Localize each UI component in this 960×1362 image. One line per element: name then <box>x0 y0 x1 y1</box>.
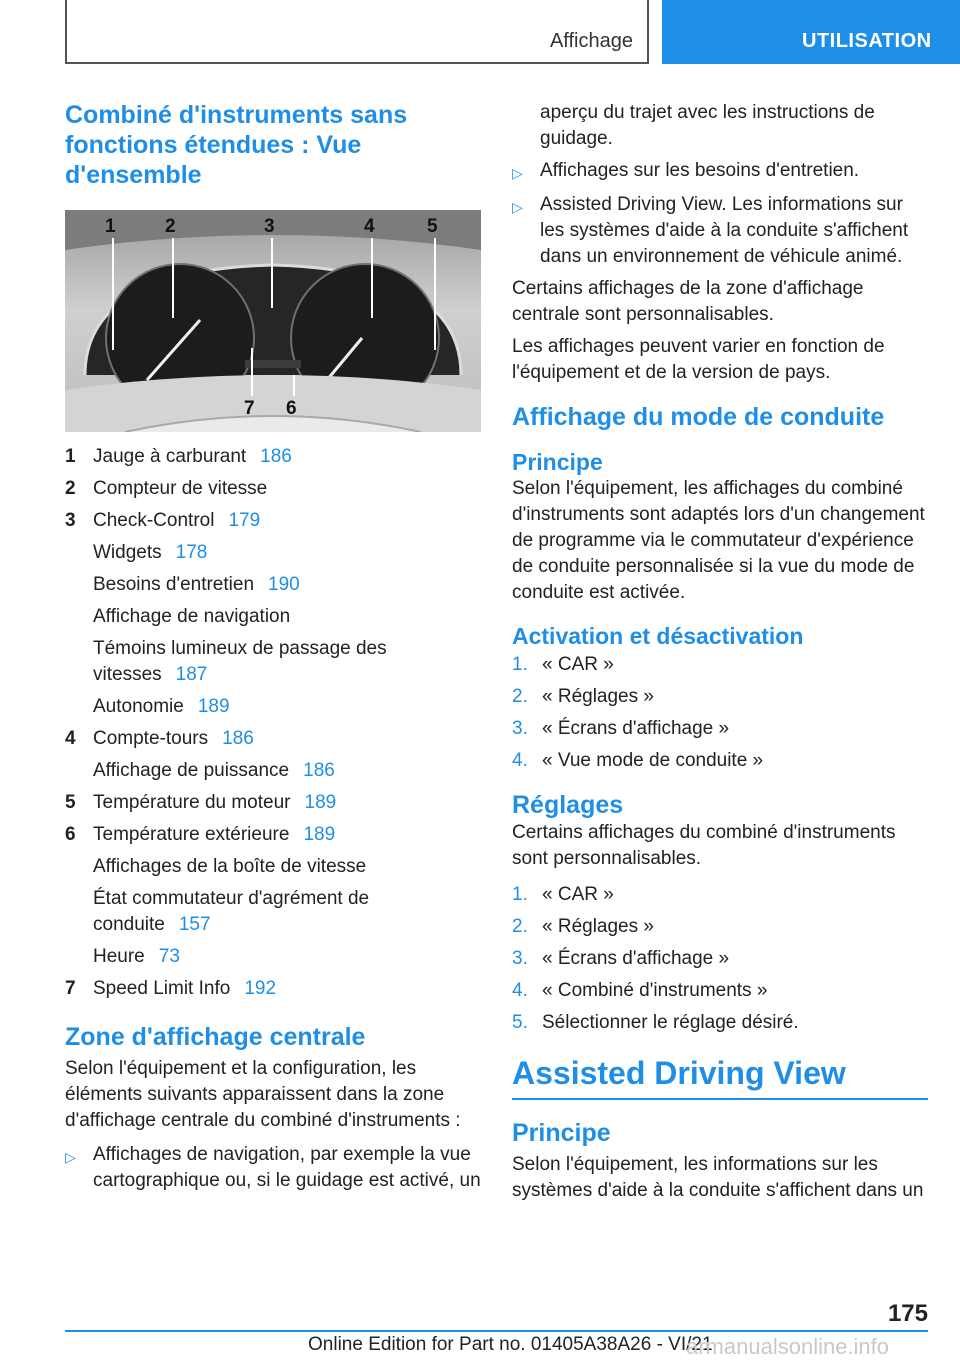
right-column <box>512 100 928 1204</box>
legend-item: Témoins lumineux de passage des vitesses 187 <box>93 638 387 685</box>
legend-item: État commutateur d'agrément de conduite 157 <box>93 888 370 935</box>
legend-item: Affichages de la boîte de vitesse <box>93 856 367 877</box>
callout-label-4: 4 <box>364 216 375 237</box>
legend-item: 3 Check-Control 179 <box>65 510 261 531</box>
bullet-item: ▷ Assisted Driving View. Les informations sur les systèmes d'aide à la conduite s'affichent dans un environnement de véhicule animé. <box>512 192 928 270</box>
legend-item: 6 Température extérieure 189 <box>65 824 336 845</box>
instrument-cluster-drawing <box>65 210 481 432</box>
reglages-text: Certains affichages du combiné d'instruments sont personnalisables. <box>512 822 896 869</box>
footer-divider <box>65 1330 928 1332</box>
principe-title: Principe <box>512 449 603 475</box>
step-item: 4. « Vue mode de conduite » <box>512 750 764 771</box>
bullet-item: ▷ Affichages de navigation, par exemple la vue cartographique ou, si le guidage est activé, un <box>65 1142 481 1194</box>
step-item: 2. « Réglages » <box>512 686 654 707</box>
paragraph: Les affichages peuvent varier en fonction de l'équipement et de la version de pays. <box>512 336 885 383</box>
callout-label-5: 5 <box>427 216 438 237</box>
page-reference-link[interactable]: 186 <box>303 760 335 781</box>
triangle-bullet-icon: ▷ <box>65 1149 76 1165</box>
header-section-title: Affichage <box>549 30 633 52</box>
step-item: 3. « Écrans d'affichage » <box>512 718 730 739</box>
legend-item: Affichage de puissance 186 <box>93 760 335 781</box>
assisted-driving-view-title: Assisted Driving View <box>512 1054 928 1100</box>
page-reference-link[interactable]: 73 <box>158 946 180 967</box>
mode-title: Affichage du mode de conduite <box>512 403 885 431</box>
callout-label-6: 6 <box>286 398 297 419</box>
activation-steps <box>512 652 928 774</box>
page-reference-link[interactable]: 189 <box>197 696 230 717</box>
step-item: 5. Sélectionner le réglage désiré. <box>512 1012 799 1033</box>
page-reference-link[interactable]: 190 <box>268 574 300 595</box>
legend-item: Affichage de navigation <box>93 606 291 627</box>
legend-item: 7 Speed Limit Info 192 <box>65 978 277 999</box>
callout-label-1: 1 <box>105 216 116 237</box>
edition-text: Online Edition for Part no. 01405A38A26 - VI/21 <box>308 1334 713 1355</box>
reglages-title: Réglages <box>512 791 624 819</box>
page-number: 175 <box>887 1300 928 1327</box>
watermark-text: armanualsonline.info <box>686 1334 890 1359</box>
callout-label-2: 2 <box>165 216 176 237</box>
instrument-cluster-image <box>65 210 481 432</box>
callout-label-3: 3 <box>264 216 275 237</box>
page-reference-link[interactable]: 179 <box>228 510 261 531</box>
callout-label-7: 7 <box>244 398 255 419</box>
page-reference-link[interactable]: 186 <box>222 728 254 749</box>
step-item: 2. « Réglages » <box>512 916 654 937</box>
paragraph: Certains affichages de la zone d'affichage centrale sont personnalisables. <box>512 278 864 325</box>
legend-item: 5 Température du moteur 189 <box>65 792 337 813</box>
legend-item: 1 Jauge à carburant 186 <box>65 446 292 467</box>
legend-item: Widgets 178 <box>93 542 208 563</box>
principe2-text: Selon l'équipement, les informations sur les systèmes d'aide à la conduite s'affichent dans un <box>512 1154 924 1201</box>
left-column <box>65 100 481 1200</box>
page-reference-link[interactable]: 178 <box>175 542 208 563</box>
legend-item: Heure 73 <box>93 946 180 967</box>
legend-item: 4 Compte-tours 186 <box>65 728 254 749</box>
header-chapter-tab: UTILISATION <box>662 0 960 64</box>
triangle-bullet-icon: ▷ <box>512 165 523 181</box>
page-reference-link[interactable]: 189 <box>303 824 336 845</box>
page-reference-link[interactable]: 189 <box>304 792 337 813</box>
bullet-item-continued: aperçu du trajet avec les instructions de guidage. <box>540 102 875 149</box>
legend-item: Autonomie 189 <box>93 696 230 717</box>
step-item: 1. « CAR » <box>512 884 614 905</box>
legend-list <box>65 444 481 1002</box>
step-item: 1. « CAR » <box>512 654 614 675</box>
step-item: 3. « Écrans d'affichage » <box>512 948 730 969</box>
legend-item: Besoins d'entretien 190 <box>93 574 300 595</box>
page-reference-link[interactable]: 187 <box>175 664 208 685</box>
header-box <box>65 0 649 64</box>
reglages-steps <box>512 882 928 1036</box>
zone-title: Zone d'affichage centrale <box>65 1023 366 1051</box>
activation-title: Activation et désactivation <box>512 623 804 649</box>
zone-intro-text: Selon l'équipement et la configuration, les éléments suivants apparaissent dans la zone d'affichage centrale du combiné d'instruments : <box>65 1058 461 1131</box>
principe2-title: Principe <box>512 1119 611 1147</box>
step-item: 4. « Combiné d'instruments » <box>512 980 768 1001</box>
triangle-bullet-icon: ▷ <box>512 199 523 215</box>
page-reference-link[interactable]: 192 <box>244 978 277 999</box>
page-reference-link[interactable]: 186 <box>260 446 292 467</box>
page-reference-link[interactable]: 157 <box>178 914 211 935</box>
overview-title: Combiné d'instruments sans fonctions étendues : Vue d'ensemble <box>65 101 408 189</box>
bullet-item: ▷ Affichages sur les besoins d'entretien. <box>512 158 928 186</box>
principe-text: Selon l'équipement, les affichages du combiné d'instruments sont adaptés lors d'un changement de programme via le commutateur d'expérience de conduite personnalisée si la vue du mode de conduite est activée. <box>512 478 925 603</box>
legend-item: 2 Compteur de vitesse <box>65 478 268 499</box>
